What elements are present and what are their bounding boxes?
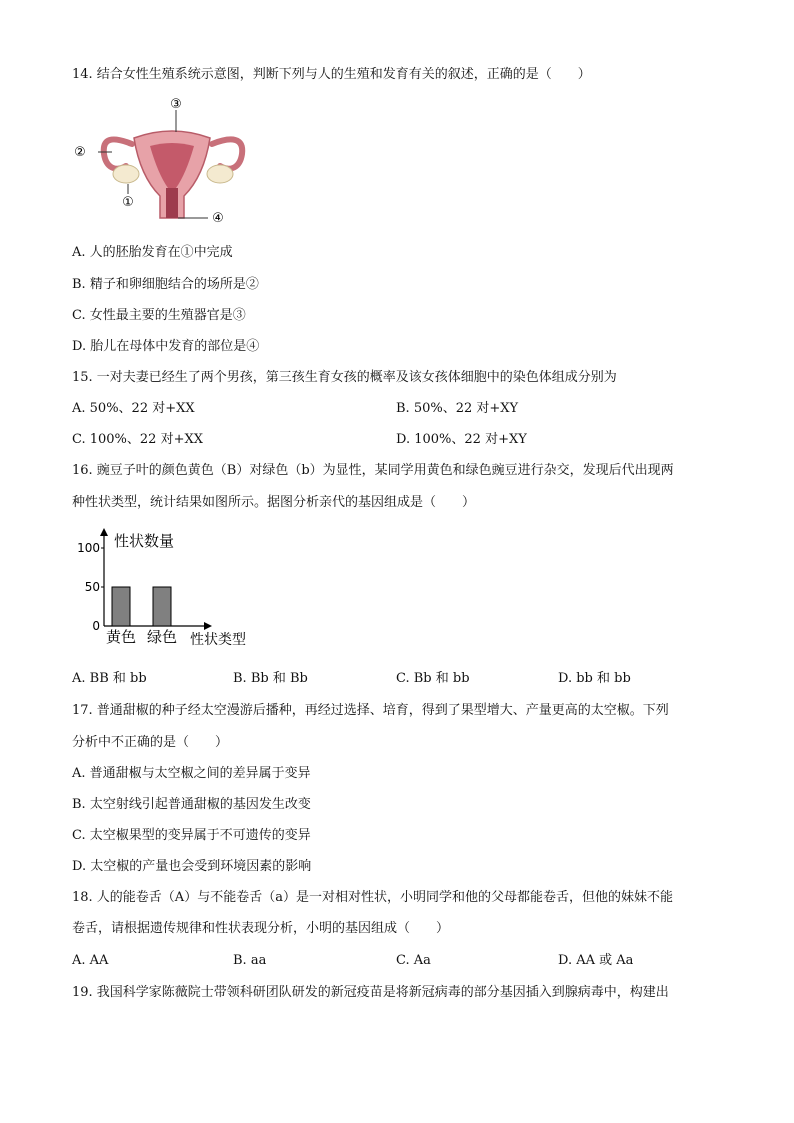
q17-option-b: B. 太空射线引起普通甜椒的基因发生改变 [72,797,311,812]
q16-option-a: A. BB 和 bb [72,671,147,686]
left-tube [104,139,132,168]
q15-option-a: A. 50%、22 对+XX [72,401,195,416]
x-axis-arrow [204,622,212,630]
q18-stem-line1: 18. 人的能卷舌（A）与不能卷舌（a）是一对相对性状，小明同学和他的父母都能卷舌，但他的妹妹不能 [72,890,673,905]
q17-option-c: C. 太空椒果型的变异属于不可遗传的变异 [72,828,311,843]
right-ovary [207,165,233,183]
q18-option-a: A. AA [72,953,109,968]
q17-option-d: D. 太空椒的产量也会受到环境因素的影响 [72,859,312,874]
q16-option-d: D. bb 和 bb [558,671,631,686]
label-4: ④ [212,211,224,226]
q18-option-c: C. Aa [396,953,431,968]
q17-stem-line2: 分析中不正确的是（ ） [72,735,229,750]
y-tick-label: 50 [84,580,100,594]
label-1: ① [122,195,134,210]
q14-option-a: A. 人的胚胎发育在①中完成 [72,245,233,260]
q17-stem-line1: 17. 普通甜椒的种子经太空漫游后播种，再经过选择、培育，得到了果型增大、产量更高的太空椒。下列 [72,703,669,718]
q15-option-c: C. 100%、22 对+XX [72,432,203,447]
q18-option-d: D. AA 或 Aa [558,953,634,968]
q15-option-b: B. 50%、22 对+XY [396,401,519,416]
q14-option-c: C. 女性最主要的生殖器官是③ [72,308,246,323]
category-label: 绿色 [146,628,178,646]
vagina [166,188,178,218]
left-ovary [113,165,139,183]
q15-stem: 15. 一对夫妻已经生了两个男孩，第三孩生育女孩的概率及该女孩体细胞中的染色体组成分别为 [72,370,617,385]
q16-option-b: B. Bb 和 Bb [233,671,308,686]
q16-option-c: C. Bb 和 bb [396,671,470,686]
q15-option-d: D. 100%、22 对+XY [396,432,527,447]
q14-stem: 14. 结合女性生殖系统示意图，判断下列与人的生殖和发育有关的叙述，正确的是（ ） [72,67,591,82]
trait-bar-chart [72,526,272,654]
q18-stem-line2: 卷舌，请根据遗传规律和性状表现分析，小明的基因组成（ ） [72,921,450,936]
y-tick-label: 0 [92,619,100,633]
category-label: 黄色 [105,628,137,646]
y-axis-arrow [100,528,108,536]
q16-stem-line2: 种性状类型，统计结果如图所示。据图分析亲代的基因组成是（ ） [72,495,476,510]
y-axis-label: 性状数量 [114,532,175,550]
right-tube [212,139,242,168]
q14-option-d: D. 胎儿在母体中发育的部位是④ [72,339,260,354]
label-2: ② [74,145,86,160]
q17-option-a: A. 普通甜椒与太空椒之间的差异属于变异 [72,766,311,781]
y-tick-label: 100 [77,541,100,555]
bar-0 [112,587,130,626]
female-reproductive-system-figure [72,96,272,236]
q14-option-b: B. 精子和卵细胞结合的场所是② [72,277,259,292]
x-axis-label: 性状类型 [190,632,246,648]
q19-stem-line1: 19. 我国科学家陈薇院士带领科研团队研发的新冠疫苗是将新冠病毒的部分基因插入到腺病毒中，构建出 [72,985,669,1000]
q16-stem-line1: 16. 豌豆子叶的颜色黄色（B）对绿色（b）为显性，某同学用黄色和绿色豌豆进行杂交，发现后代出现两 [72,463,674,478]
label-3: ③ [170,97,182,112]
bar-1 [153,587,171,626]
q18-option-b: B. aa [233,953,267,968]
